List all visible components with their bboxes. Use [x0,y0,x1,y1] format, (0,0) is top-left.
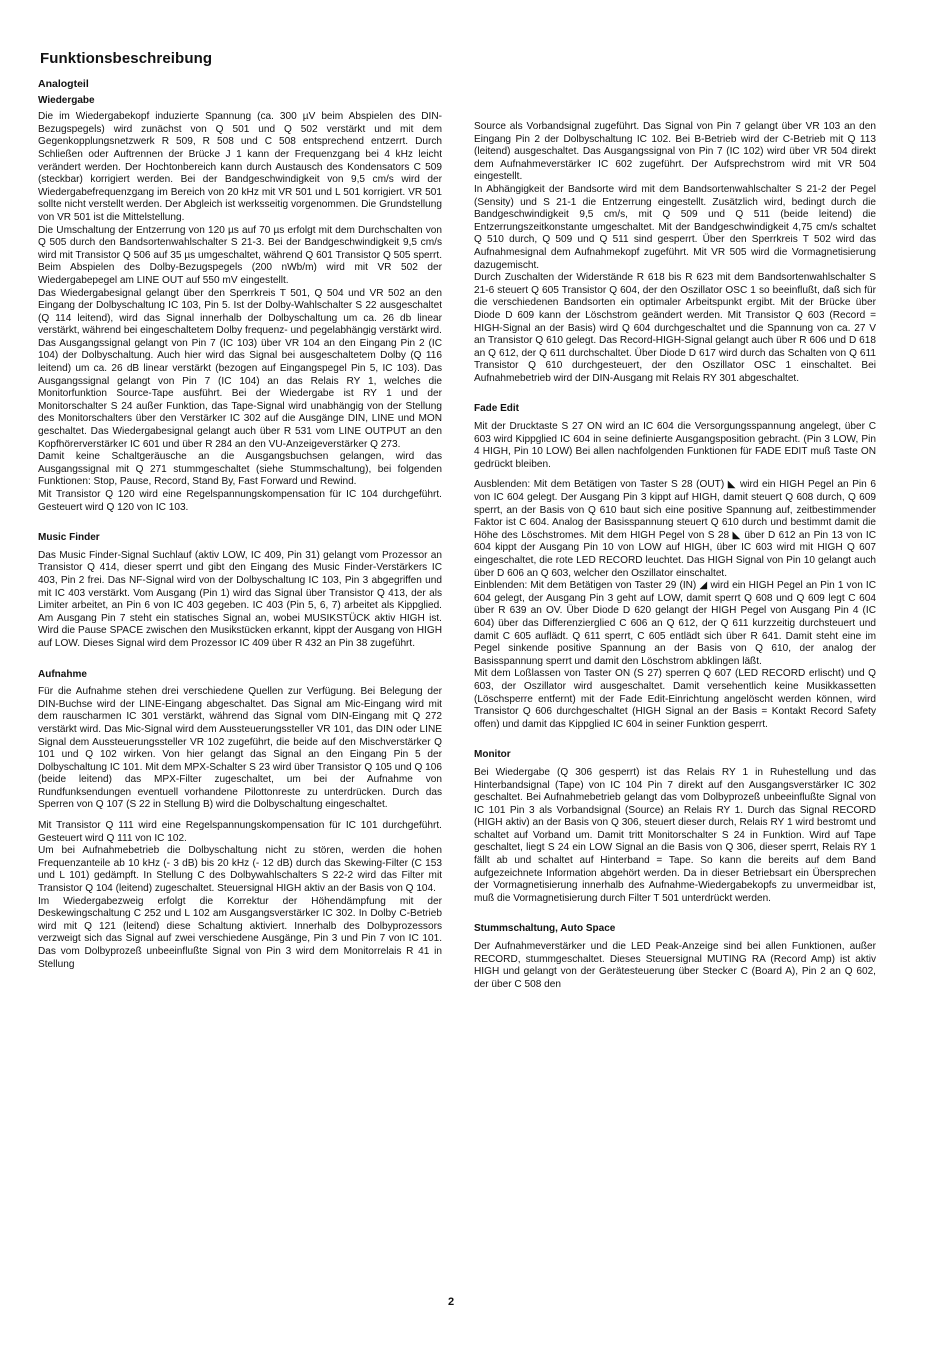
wiedergabe-paragraph: Das Wiedergabesignal gelangt über den Sperrkreis T 501, Q 504 und VR 502 an den Eingang der Dolbyschaltung IC 103, Pin 5. Ist der Dolby-Wahlschalter S 22 ausgeschaltet (Q 114 leitend), wird das Signal innerhalb der Dolbyschaltung um ca. 26 db linear verstärkt, während bei eingeschaltetem Dolby frequenz- und pegelabhängig verstärkt wird. [38,287,442,337]
stummschaltung-paragraph: Der Aufnahmeverstärker und die LED Peak-Anzeige sind bei allen Funktionen, außer RECORD, stummgeschaltet. Dieses Steuersignal MUTING RA (Record Amp) ist aktiv HIGH und gelangt von der Gerätesteuerung über Stecker C (Board A), Pin 2 an Q 602, der über C 508 den [474,941,876,990]
section-heading-monitor: Monitor [474,749,511,761]
section-heading-stummschaltung: Stummschaltung, Auto Space [474,923,616,935]
fade-edit-paragraph: Mit dem Loßlassen von Taster ON (S 27) sperren Q 607 (LED RECORD erlischt) und Q 603, der Oszillator wird ausgeschaltet. Damit versehentlich keine Musikkassetten (Löschsperre entfernt) mit der Fade Edit-Einrichtung angelöscht werden können, wird Transistor Q 606 durchgeschaltet (HIGH Signal an der Basis = Kontakt Record Safety offen) und damit das Kippglied IC 604 in seiner Funktion gesperrt. [474,668,876,730]
section-heading-aufnahme: Aufnahme [38,668,87,680]
wiedergabe-paragraph: Die im Wiedergabekopf induzierte Spannung (ca. 300 µV beim Abspielen des DIN-Bezugspegels) wird zunächst von Q 501 und Q 502 verstärkt und mit dem Gegenkopplungsnetzwerk R 509, R 508 und C 508 entsprechend entzerrt. Durch Schließen oder Auftrennen der Brücke J 1 kann der Frequenzgang bei 4 kHz leicht verändert werden. Der Hochtonbereich kann durch Austausch des Kondensators C 509 (steckbar) korrigiert werden. Bei der Bandgeschwindigkeit von 9,5 cm/s wird der Wiedergabefrequenzgang im Bereich von 20 kHz mit VR 501 und L 501 korrigiert. VR 501 sollte nicht verstellt werden. Der Abgleich ist werksseitig vorgenommen. Die Grundstellung von VR 501 ist die Mittelstellung. [38,111,442,223]
aufnahme-continued-paragraph: Source als Vorbandsignal zugeführt. Das Signal von Pin 7 gelangt über VR 103 an den Eingang Pin 2 der Dolbyschaltung IC 102. Bei B-Betrieb wird der C-Betrieb mit Q 113 (leitend) ausgeschaltet. Das Ausgangssignal von Pin 7 (IC 102) wird über VR 504 direkt dem Aufnahmeverstärker IC 602 zugeführt. Der Aufsprechstrom wird mit VR 504 eingestellt. [474,121,876,183]
aufnahme-paragraph: Mit Transistor Q 111 wird eine Regelspannungskompensation für IC 101 durchgeführt. Gesteuert wird Q 111 von IC 102. [38,820,442,844]
section-heading-wiedergabe: Wiedergabe [38,94,95,106]
fade-edit-paragraph: Ausblenden: Mit dem Betätigen von Taster S 28 (OUT) ◣ wird ein HIGH Pegel an Pin 6 von IC 604 gelegt. Der Ausgang Pin 3 kippt auf HIGH, damit steuert Q 608 durch, Q 609 sperrt, an der Basis von Q 610 baut sich eine positive Spannung auf, zeitbestimmender Faktor ist C 604. Analog der Basisspannung steuert Q 610 durch und bestimmt damit die Höhe des Löschstromes. Mit dem HIGH Pegel von S 28 ◣ über D 612 an Pin 13 von IC 604 kippt der Ausgang Pin 10 von LOW auf HIGH, über IC 603 wird mit HIGH Q 607 eingeschaltet, die rote LED RECORD leuchtet. Das HIGH Signal von Pin 10 gelangt auch über D 606 an Q 603, welcher den Oszillator einschaltet. [474,479,876,579]
wiedergabe-paragraph: Mit Transistor Q 120 wird eine Regelspannungskompensation für IC 104 durchgeführt. Gesteuert wird Q 120 von IC 103. [38,489,442,513]
wiedergabe-paragraph: Das Ausgangssignal gelangt von Pin 7 (IC 103) über VR 104 an den Eingang Pin 2 (IC 104) der Dolbyschaltung. Auch hier wird das Signal bei ausgeschaltetem Dolby (Q 116 leitend) um ca. 26 dB linear verstärkt (bezogen auf Eingangspegel Pin 5, IC 103). Das Ausgangssignal gelangt von Pin 7 (IC 104) an das Relais RY 1, welches die Monitorfunktion Source-Tape ausführt. Bei der Wiedergabe ist RY 1 und der Monitorschalter S 24 außer Funktion, das Tape-Signal wird unabhängig von der Stellung des Monitorschalters über den Verstärker IC 302 auf die Ausgänge DIN, LINE und MON geschaltet. Das Wiedergabesignal gelangt auch über R 531 vom LINE OUTPUT an den Kopfhörerverstärker IC 601 und über R 284 an den VU-Anzeigeverstärker Q 273. [38,337,442,450]
aufnahme-continued-paragraph: In Abhängigkeit der Bandsorte wird mit dem Bandsortenwahlschalter S 21-2 der Pegel (Sensity) und S 21-1 die Entzerrung eingestellt. Zusätzlich wird, bedingt durch die Bandgeschwindigkeit 9,5 cm/s, mit Q 509 und Q 511 (beide leitend) die Entzerrungszeitkonstante umgeschaltet. Mit der Bandgeschwindigkeit 4,75 cm/s schaltet Q 510 durch, Q 509 und Q 511 sind gesperrt. Über den Sperrkreis T 502 wird das Aufnahmesignal dem Aufnahmekopf zugeführt. Mit VR 505 wird die Vormagnetisierung dazugemischt. [474,183,876,271]
section-heading-analogteil: Analogteil [38,78,89,90]
right-column [474,121,876,991]
wiedergabe-paragraph: Die Umschaltung der Entzerrung von 120 µs auf 70 µs erfolgt mit dem Durchschalten von Q 505 durch den Bandsortenwahlschalter S 21-3. Bei der Bandgeschwindigkeit 9,5 cm/s wird mit Transistor Q 506 auf 35 µs umgeschaltet, während Q 601 Transistor Q 505 sperrt. Beim Abspielen des Dolby-Bezugspegels (200 nWb/m) wird mit VR 502 der Wiedergabepegel am LINE OUT auf 550 mV eingestellt. [38,224,442,286]
music-finder-paragraph: Das Music Finder-Signal Suchlauf (aktiv LOW, IC 409, Pin 31) gelangt vom Prozessor an Transistor Q 414, dieser sperrt und gibt den Eingang des Music Finder-Verstärkers IC 403, Pin 2 frei. Das NF-Signal wird von der Dolbyschaltung IC 103, Pin 3 abgegriffen und mit IC 403 verstärkt. Vom Ausgang (Pin 1) wird das Signal über Transistor Q 413, der als Limiter arbeitet, an Pin 6 von IC 403 gegeben. IC 403 (Pin 5, 6, 7) arbeitet als Kippglied. Am Ausgang Pin 7 steht ein statisches Signal an, wobei MUSIKSTÜCK aktiv HIGH ist. Wird die Pause SPACE zwischen den Musikstücken erkannt, kippt der Ausgang von HIGH auf LOW. Dieses Signal wird dem Prozessor IC 409 über R 432 an Pin 38 zugeführt. [38,549,442,649]
aufnahme-paragraph: Für die Aufnahme stehen drei verschiedene Quellen zur Verfügung. Bei Belegung der DIN-Buchse wird der LINE-Eingang abgeschaltet. Das Signal am Mic-Eingang wird mit dem rauscharmen IC 301 verstärkt, während das Signal vom DIN-Eingang mit Q 272 verstärkt wird. Das Mic-Signal wird dem Aussteuerungssteller VR 101, das DIN oder LINE Signal dem Aussteuerungssteller VR 102 zugeführt, die beide auf den Mischverstärker Q 101 und Q 102 wirken. Von hier gelangt das Signal an den Eingang Pin 5 der Dolbyschaltung IC 101. Mit dem MPX-Schalter S 23 wird über Transistor Q 105 und Q 106 (beide leitend) das MPX-Filter zugeschaltet, um bei der Aufnahme von Rundfunksendungen eventuell vorhandene Pilottonreste zu unterdrücken. Durch das Sperren von Q 107 (S 22 in Stellung B) wird die Dolbyschaltung eingeschaltet. [38,686,442,811]
aufnahme-paragraph: Im Wiedergabezweig erfolgt die Korrektur der Höhendämpfung mit der Deskewingschaltung C 252 und L 102 am Ausgangsverstärker IC 302. In Dolby C-Betrieb wird mit Q 121 (leitend) diese Schaltung aktiviert. Innerhalb des Dolbyprozessors verzweigt sich das Signal auf zwei verschiedene Ausgänge, Pin 3 und Pin 7 von IC 101. Das vom Dolbyprozeß unbeeinflußte Signal von Pin 3 wird dem Monitorrelais R 41 in Stellung [38,895,442,970]
page-number: 2 [448,1296,455,1308]
fade-edit-paragraph: Mit der Drucktaste S 27 ON wird an IC 604 die Versorgungsspannung angelegt, über C 603 wird Kippglied IC 604 in seine definierte Ausgangsposition gebracht. (Pin 3 LOW, Pin 4 HIGH, Pin 10 LOW) Bei allen nachfolgenden Funktionen für FADE EDIT muß Taste ON gedrückt bleiben. [474,421,876,470]
section-heading-music-finder: Music Finder [38,532,100,544]
section-heading-fade-edit: Fade Edit [474,403,520,415]
left-column [38,78,442,971]
aufnahme-continued-paragraph: Durch Zuschalten der Widerstände R 618 bis R 623 mit dem Bandsortenwahlschalter S 21-6 steuert Q 605 Transistor Q 604, der den Oszillator OSC 1 so beeinflußt, daß sich für die verschiedenen Bandsorten ein optimaler Arbeitspunkt ergibt. Mit der Brücke über Diode D 609 kann der Löschstrom geändert werden. Mit Transistor Q 603 (Record = HIGH-Signal an der Basis) wird Q 604 durchgeschaltet und die Spannung von ca. 27 V an Transistor Q 610 gelegt. Das Record-HIGH-Signal gelangt auch über R 606 und D 618 an Q 612, der Q 611 durchschaltet. Über Diode D 617 wird durch das Schalten von Q 611 Transistor Q 610 durchgesteuert, der den Oszillator OSC 1 einschaltet. Bei Aufnahmebetrieb wird der DIN-Ausgang mit Relais RY 301 abgeschaltet. [474,272,876,384]
fade-edit-paragraph: Einblenden: Mit dem Betätigen von Taster 29 (IN) ◢ wird ein HIGH Pegel an Pin 1 von IC 604 gelegt, der Ausgang Pin 3 geht auf LOW, damit sperrt Q 608 und Q 609 legt C 604 über R 639 an OV. Über Diode D 620 gelangt der HIGH Pegel von Ausgang Pin 4 (IC 604) über das Differenzierglied C 606 an Q 612, der Q 611 kurzzeitig durchsteuert und damit C 605 auflädt. Q 611 sperrt, C 605 entlädt sich über R 641. Damit steht eine im Pegel sinkende positive Spannung an der Basis von Q 610, der analog der Basisspannung sperrt und damit den Löschstrom abklingen läßt. [474,580,876,667]
aufnahme-paragraph: Um bei Aufnahmebetrieb die Dolbyschaltung nicht zu stören, werden die hohen Frequenzanteile ab 10 kHz (- 3 dB) bis 20 kHz (- 12 dB) durch das Skewing-Filter (C 153 und L 101) gedämpft. In Stellung C des Dolbywahlschalters S 22-2 wird das Filter mit Transistor Q 104 (leitend) zugeschaltet. Steuersignal HIGH aktiv an der Basis von Q 104. [38,845,442,895]
page-title: Funktionsbeschreibung [40,50,213,67]
wiedergabe-paragraph: Damit keine Schaltgeräusche an die Ausgangsbuchsen gelangen, wird das Ausgangssignal mit Q 271 stummgeschaltet (siehe Stummschaltung), bei folgenden Funktionen: Stop, Pause, Record, Stand By, Fast Forward und Rewind. [38,451,442,488]
monitor-paragraph: Bei Wiedergabe (Q 306 gesperrt) ist das Relais RY 1 in Ruhestellung und das Hinterbandsignal (Tape) von IC 104 Pin 7 direkt auf den Ausgangsverstärker IC 302 geschaltet. Bei Aufnahmebetrieb gelangt das vom Dolbyprozeß unbeeinflußte Signal von IC 101 Pin 3 als Vorbandsignal (Source) an Relais RY 1. Durch das Signal RECORD (HIGH aktiv) an der Basis von Q 306, steuert dieser durch, Relais RY 1 wird bestromt und schaltet auf Vorband um. Damit tritt Monitorschalter S 24 in Funktion. Wird auf Tape geschaltet, liegt S 24 ein LOW Signal an die Basis von Q 306, dieser sperrt, Relais RY 1 fällt ab und schaltet auf Hinterband = Tape. So kann die bereits auf dem Band aufgezeichnete Information abgehört werden. Da in dieser Betriebsart ein Übersprechen der Vormagnetisierung innerhalb des Aufnahme-Wiedergabekopfs zu unvermeidbar ist, muß die Vormagnetisierung durch Filter T 501 unterdrückt werden. [474,766,876,904]
